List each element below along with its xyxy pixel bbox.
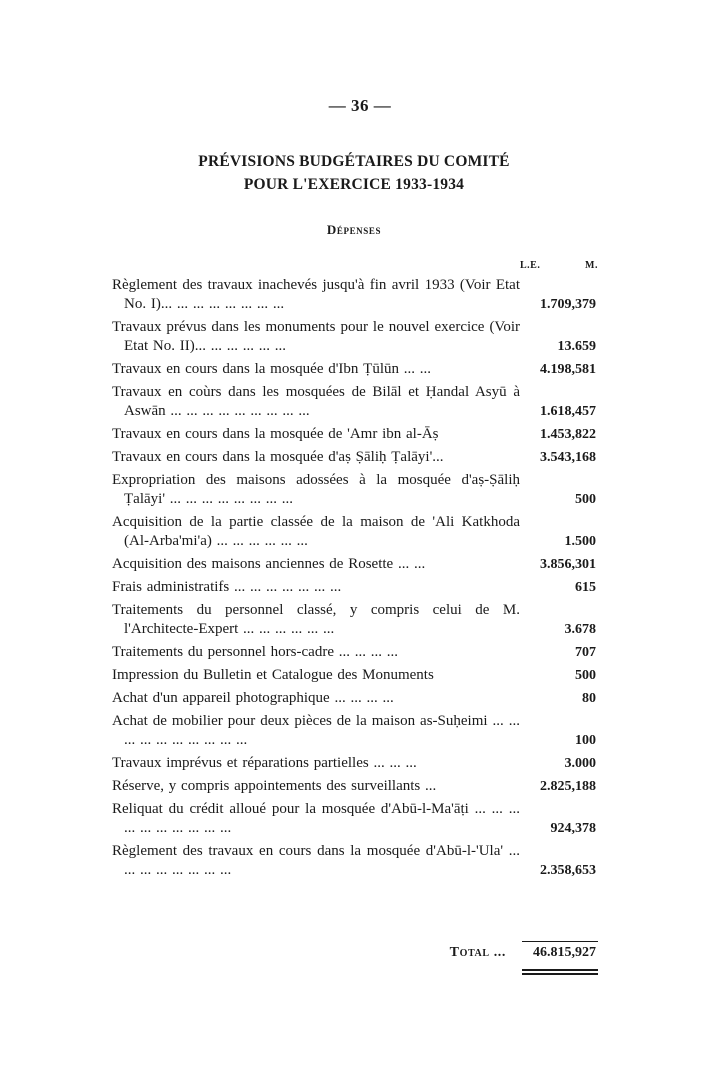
budget-row [112, 276, 598, 314]
budget-item-amount: 3.000 [564, 756, 596, 771]
budget-item-amount: 3.678 [564, 622, 596, 637]
page-title [112, 150, 596, 196]
budget-row [112, 448, 598, 467]
budget-item-amount: 13.659 [557, 339, 596, 354]
budget-item-text: Règlement des travaux en cours dans la mosquée d'Abū-l-'Ula' ... ... ... ... ... ... ... ... [112, 843, 520, 878]
total-double-rule-2 [522, 973, 598, 975]
budget-item-amount: 1.500 [564, 534, 596, 549]
budget-item-amount: 3.543,168 [540, 450, 596, 465]
section-heading: Dépenses [326, 222, 382, 237]
budget-item-amount: 2.358,653 [540, 863, 596, 878]
budget-row [112, 777, 598, 796]
page-number: — 36 — [328, 96, 392, 115]
budget-item-text: Travaux en cours dans la mosquée d'aṣ Ṣāliḥ Ṭalāyi'... [112, 449, 444, 465]
total-rule-top [522, 941, 598, 942]
budget-item-text: Traitements du personnel hors-cadre ... ... ... ... [112, 644, 398, 660]
budget-row [112, 666, 598, 685]
budget-item-text: Travaux imprévus et réparations partielles ... ... ... [112, 755, 417, 771]
budget-item-amount: 100 [575, 733, 596, 748]
budget-row [112, 601, 598, 639]
budget-item-text: Frais administratifs ... ... ... ... ... ... ... [112, 579, 342, 595]
budget-item-text: Impression du Bulletin et Catalogue des Monuments [112, 667, 434, 683]
budget-item-text: Travaux en cours dans la mosquée de 'Amr ibn al-Āṣ [112, 426, 439, 442]
budget-item-amount: 2.825,188 [540, 779, 596, 794]
budget-row [112, 555, 598, 574]
budget-item-text: Travaux en coùrs dans les mosquées de Bilāl et Ḥandal Asyū à Aswān ... ... ... ... ... ... ... ... ... [112, 384, 520, 419]
budget-item-amount: 924,378 [550, 821, 596, 836]
budget-row [112, 643, 598, 662]
budget-row [112, 360, 598, 379]
total-label: Total ... [449, 945, 506, 960]
total-row [112, 945, 598, 961]
budget-item-amount: 707 [575, 645, 596, 660]
budget-item-amount: 3.856,301 [540, 557, 596, 572]
currency-m-label: M. [585, 260, 598, 271]
budget-item-amount: 500 [575, 492, 596, 507]
budget-table [112, 276, 598, 884]
budget-row [112, 425, 598, 444]
budget-row [112, 383, 598, 421]
budget-item-text: Traitements du personnel classé, y compris celui de M. l'Architecte-Expert ... ... ... ... ... ... [112, 602, 520, 637]
budget-item-text: Expropriation des maisons adossées à la mosquée d'aṣ-Ṣāliḥ Ṭalāyi' ... ... ... ... ... ... ... ... [112, 472, 520, 507]
budget-item-text: Règlement des travaux inachevés jusqu'à fin avril 1933 (Voir Etat No. I)... ... ... ... ... ... ... ... [112, 277, 520, 312]
budget-item-text: Achat d'un appareil photographique ... ... ... ... [112, 690, 394, 706]
budget-row [112, 471, 598, 509]
budget-item-amount: 1.618,457 [540, 404, 596, 419]
budget-row [112, 712, 598, 750]
budget-item-text: Acquisition des maisons anciennes de Rosette ... ... [112, 556, 426, 572]
budget-item-text: Travaux prévus dans les monuments pour le nouvel exercice (Voir Etat No. II)... ... ... ... ... ... [112, 319, 520, 354]
budget-item-amount: 4.198,581 [540, 362, 596, 377]
budget-item-amount: 80 [582, 691, 596, 706]
budget-item-amount: 1.453,822 [540, 427, 596, 442]
title-line-1: PRÉVISIONS BUDGÉTAIRES DU COMITÉ [198, 153, 510, 170]
budget-row [112, 689, 598, 708]
budget-row [112, 842, 598, 880]
currency-le-label: L.E. [520, 260, 541, 271]
budget-row [112, 318, 598, 356]
total-amount: 46.815,927 [533, 945, 596, 960]
budget-row [112, 513, 598, 551]
budget-item-text: Travaux en cours dans la mosquée d'Ibn Ṭūlūn ... ... [112, 361, 432, 377]
title-line-2: POUR L'EXERCICE 1933-1934 [243, 176, 465, 193]
budget-item-text: Acquisition de la partie classée de la maison de 'Ali Katkhoda (Al-Arba'mi'a) ... ... ... ... ... ... [112, 514, 520, 549]
currency-header [520, 260, 598, 271]
budget-item-text: Réserve, y compris appointements des surveillants ... [112, 778, 437, 794]
budget-item-amount: 615 [575, 580, 596, 595]
budget-row [112, 754, 598, 773]
budget-item-text: Achat de mobilier pour deux pièces de la maison as-Suḥeimi ... ... ... ... ... ... ... ... ... ... [112, 713, 520, 748]
budget-row [112, 800, 598, 838]
budget-row [112, 578, 598, 597]
total-double-rule-1 [522, 969, 598, 971]
budget-item-text: Reliquat du crédit alloué pour la mosquée d'Abū-l-Ma'āṭi ... ... ... ... ... ... ... ... ... ... [112, 801, 520, 836]
budget-item-amount: 500 [575, 668, 596, 683]
budget-item-amount: 1.709,379 [540, 297, 596, 312]
